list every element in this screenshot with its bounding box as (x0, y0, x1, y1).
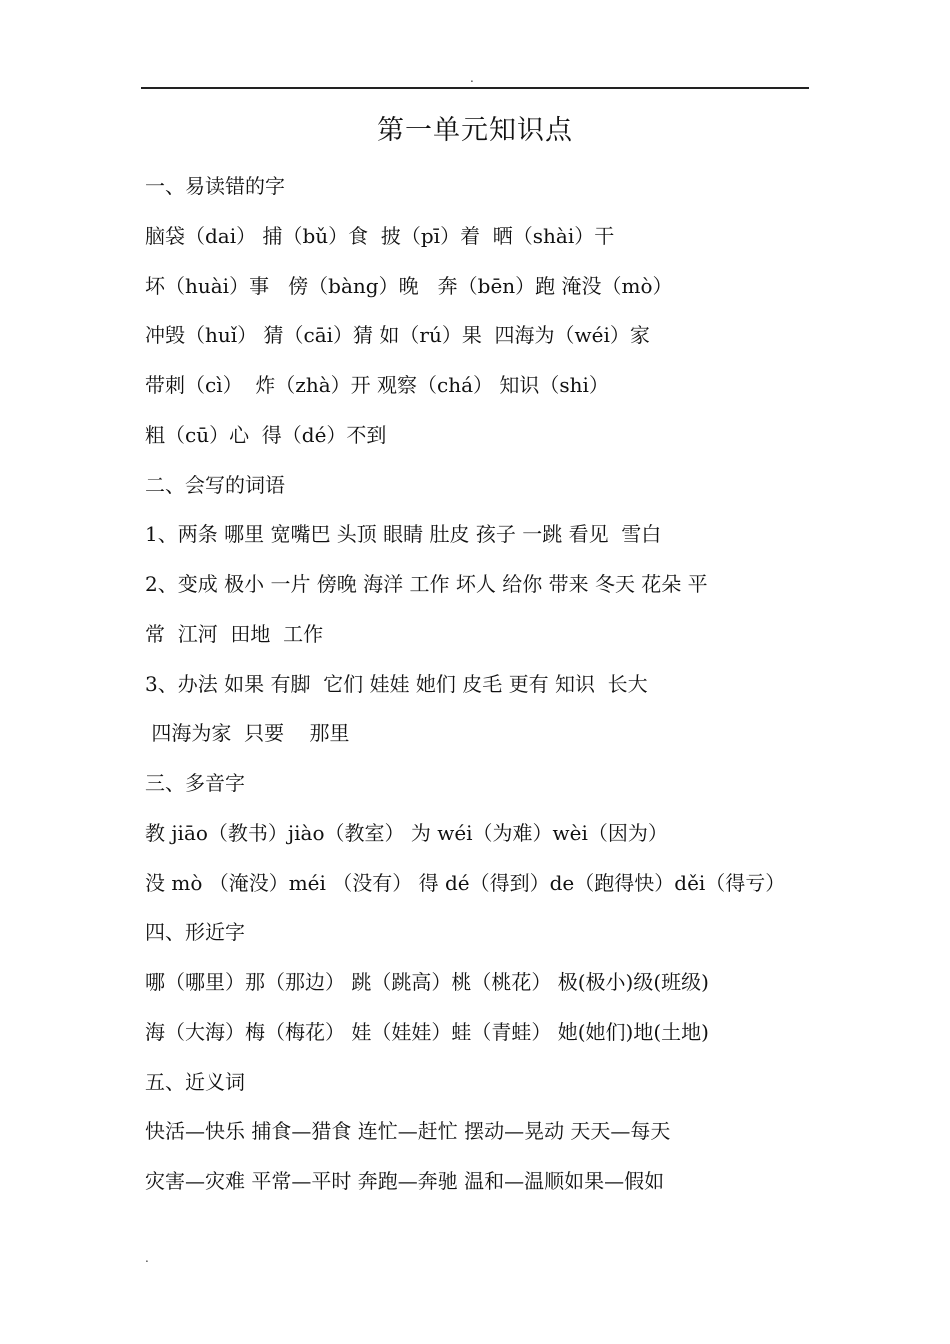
text-line: 坏（huài）事 傍（bàng）晚 奔（bēn）跑 淹没（mò） (145, 274, 673, 298)
text-line: 四海为家 只要 那里 (145, 721, 350, 745)
text-line: 冲毁（huǐ） 猜（cāi）猜 如（rú）果 四海为（wéi）家 (145, 323, 650, 347)
text-line: 常 江河 田地 工作 (145, 622, 324, 646)
text-line: 海（大海）梅（梅花） 娃（娃娃）蛙（青蛙） 她(她们)地(土地) (145, 1020, 709, 1044)
section-heading-2: 二、会写的词语 (145, 473, 285, 497)
text-line: 灾害—灾难 平常—平时 奔跑—奔驰 温和—温顺如果—假如 (145, 1169, 665, 1193)
text-line: 脑袋（dai） 捕（bǔ）食 披（pī）着 晒（shài）干 (145, 224, 615, 248)
text-line: 教 jiāo（教书）jiào（教室） 为 wéi（为难）wèi（因为） (145, 821, 668, 845)
text-line: 哪（哪里）那（那边） 跳（跳高）桃（桃花） 极(极小)级(班级) (145, 970, 709, 994)
text-line: 粗（cū）心 得（dé）不到 (145, 423, 387, 447)
section-heading-1: 一、易读错的字 (145, 174, 285, 198)
footer-mark: . (145, 1251, 149, 1265)
text-line: 带刺（cì） 炸（zhà）开 观察（chá） 知识（shi） (145, 373, 609, 397)
header-mark: . (470, 71, 474, 85)
text-line: 1、两条 哪里 宽嘴巴 头顶 眼睛 肚皮 孩子 一跳 看见 雪白 (145, 522, 662, 546)
page-title: 第一单元知识点 (377, 115, 573, 146)
section-heading-3: 三、多音字 (145, 771, 245, 795)
section-heading-5: 五、近义词 (145, 1070, 245, 1094)
text-line: 快活—快乐 捕食—猎食 连忙—赶忙 摆动—晃动 天天—每天 (145, 1119, 671, 1143)
text-line: 没 mò （淹没）méi （没有） 得 dé（得到）de（跑得快）děi（得亏） (145, 871, 786, 895)
header-rule (141, 87, 809, 89)
text-line: 3、办法 如果 有脚 它们 娃娃 她们 皮毛 更有 知识 长大 (145, 672, 648, 696)
text-line: 2、变成 极小 一片 傍晚 海洋 工作 坏人 给你 带来 冬天 花朵 平 (145, 572, 708, 596)
section-heading-4: 四、形近字 (145, 920, 245, 944)
